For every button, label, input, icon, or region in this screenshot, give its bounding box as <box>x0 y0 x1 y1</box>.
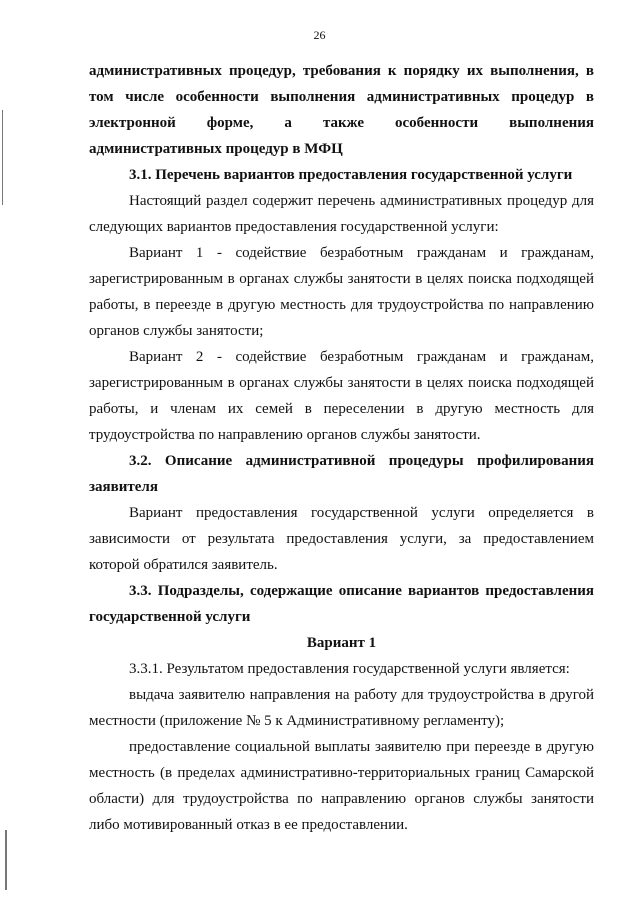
paragraph-3-3-1: 3.3.1. Результатом предоставления государственной услуги является: <box>129 661 570 677</box>
scan-edge-mark <box>5 830 7 890</box>
result-direction-paragraph: выдача заявителю направления на работу для трудоустройства в другой местности (приложение № 5 к Административному регламенту); <box>89 687 594 729</box>
result-payment-paragraph: предоставление социальной выплаты заявителю при переезде в другую местность (в пределах административно-территориальных границ Самарской области) для трудоустройства по направлению органов службы занятости либо мотивированный отказ в ее предоставлении. <box>89 739 594 833</box>
section-heading-continuation <box>89 58 594 162</box>
section-3-1-title: 3.1. Перечень вариантов предоставления государственной услуги <box>129 167 573 183</box>
section-3-1 <box>89 162 594 448</box>
scan-edge-mark <box>2 110 3 205</box>
section-3-1-intro: Настоящий раздел содержит перечень административных процедур для следующих вариантов предоставления государственной услуги: <box>89 193 594 235</box>
section-3-2-title: 3.2. Описание административной процедуры профилирования заявителя <box>89 453 594 495</box>
section-3-2 <box>89 448 594 578</box>
section-3-3-title: 3.3. Подразделы, содержащие описание вариантов предоставления государственной услуги <box>89 583 594 625</box>
heading-line-1: административных процедур, требования к порядку их выполнения, в <box>89 63 594 79</box>
page-number: 26 <box>313 28 326 42</box>
variant-2-description: Вариант 2 - содействие безработным гражданам и гражданам, зарегистрированным в органах службы занятости в целях поиска подходящей работы, и членам их семей в переселении в другую местность для трудоустройства по направлению органов службы занятости. <box>89 349 594 443</box>
heading-line-4: административных процедур в МФЦ <box>89 141 343 157</box>
heading-line-3: электронной форме, а также особенности выполнения <box>89 115 594 131</box>
section-3-3 <box>89 578 594 838</box>
variant-1-description: Вариант 1 - содействие безработным гражданам и гражданам, зарегистрированным в органах службы занятости в целях поиска подходящей работы, в переезде в другую местность для трудоустройства по направлению органов службы занятости; <box>89 245 594 339</box>
variant-1-heading: Вариант 1 <box>306 635 377 651</box>
heading-line-2: том числе особенности выполнения административных процедур в <box>89 89 594 105</box>
section-3-2-text: Вариант предоставления государственной услуги определяется в зависимости от результата предоставления услуги, за предоставлением которой обратился заявитель. <box>89 505 594 573</box>
